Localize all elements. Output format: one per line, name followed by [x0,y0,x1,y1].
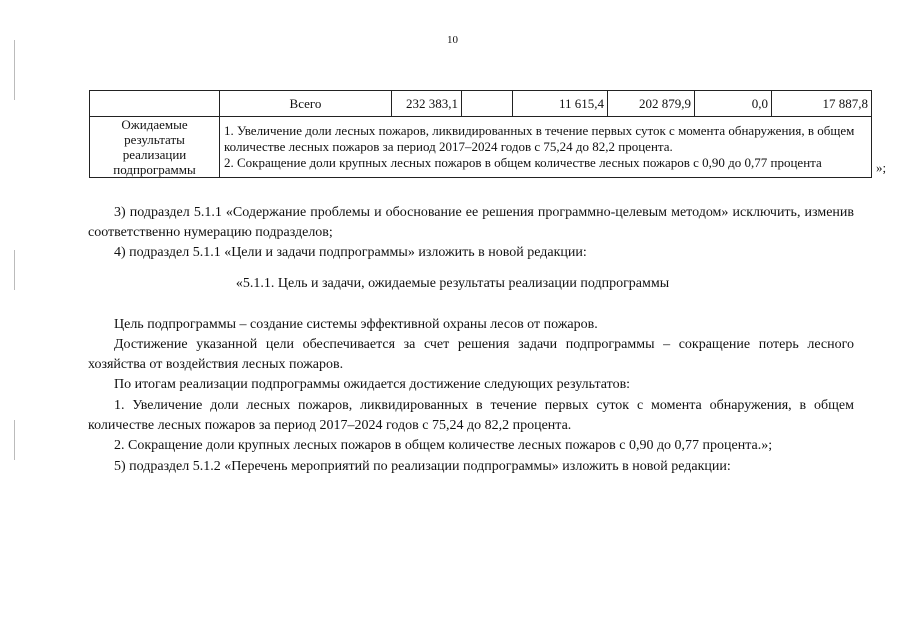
scan-margin-mark [14,40,15,100]
total-value-cell [462,91,513,117]
paragraph-results-intro: По итогам реализации подпрограммы ожидается достижение следующих результатов: [114,377,631,392]
scan-margin-mark [14,420,15,460]
paragraph-item-3: 3) подраздел 5.1.1 «Содержание проблемы и обоснование ее решения программно-целевым методом» исключить, изменив соответственно нумерацию подразделов; [88,205,854,240]
table-cell-empty [90,91,220,117]
paragraph-task: Достижение указанной цели обеспечивается за счет решения задачи подпрограммы – сокращение потерь лесного хозяйства от воздействия лесных пожаров. [88,337,854,372]
results-line: 2. Сокращение доли крупных лесных пожаров в общем количестве лесных пожаров с 0,90 до 0,77 процента [224,155,822,170]
paragraph-result-2: 2. Сокращение доли крупных лесных пожаров в общем количестве лесных пожаров с 0,90 до 0,77 процента.»; [114,438,773,453]
total-value-cell: 11 615,4 [513,91,608,117]
total-value-cell: 0,0 [695,91,772,117]
table-row-total [90,91,872,117]
total-value-cell: 232 383,1 [392,91,462,117]
paragraph-item-5: 5) подраздел 5.1.2 «Перечень мероприятий по реализации подпрограммы» изложить в новой редакции: [114,459,731,474]
table-row-results [90,117,872,178]
results-cell [220,117,872,178]
page-number: 10 [447,34,458,46]
results-label: Ожидаемые результаты реализации подпрограммы [90,117,220,178]
results-line: 1. Увеличение доли лесных пожаров, ликвидированных в течение первых суток с момента обнаружения, в общем количестве лесных пожаров за период 2017–2024 годов с 75,24 до 82,2 процента. [224,123,855,154]
total-value-cell: 202 879,9 [608,91,695,117]
paragraph-goal: Цель подпрограммы – создание системы эффективной охраны лесов от пожаров. [114,317,598,332]
total-value-cell: 17 887,8 [772,91,872,117]
total-label: Всего [220,91,392,117]
budget-table [89,90,872,178]
closing-quote: »; [876,160,887,175]
paragraph-result-1: 1. Увеличение доли лесных пожаров, ликвидированных в течение первых суток с момента обнаружения, в общем количестве лесных пожаров за период 2017–2024 годов с 75,24 до 82,2 процента. [88,398,854,433]
paragraph-item-4: 4) подраздел 5.1.1 «Цели и задачи подпрограммы» изложить в новой редакции: [114,245,587,260]
section-heading: «5.1.1. Цель и задачи, ожидаемые результаты реализации подпрограммы [235,276,670,291]
